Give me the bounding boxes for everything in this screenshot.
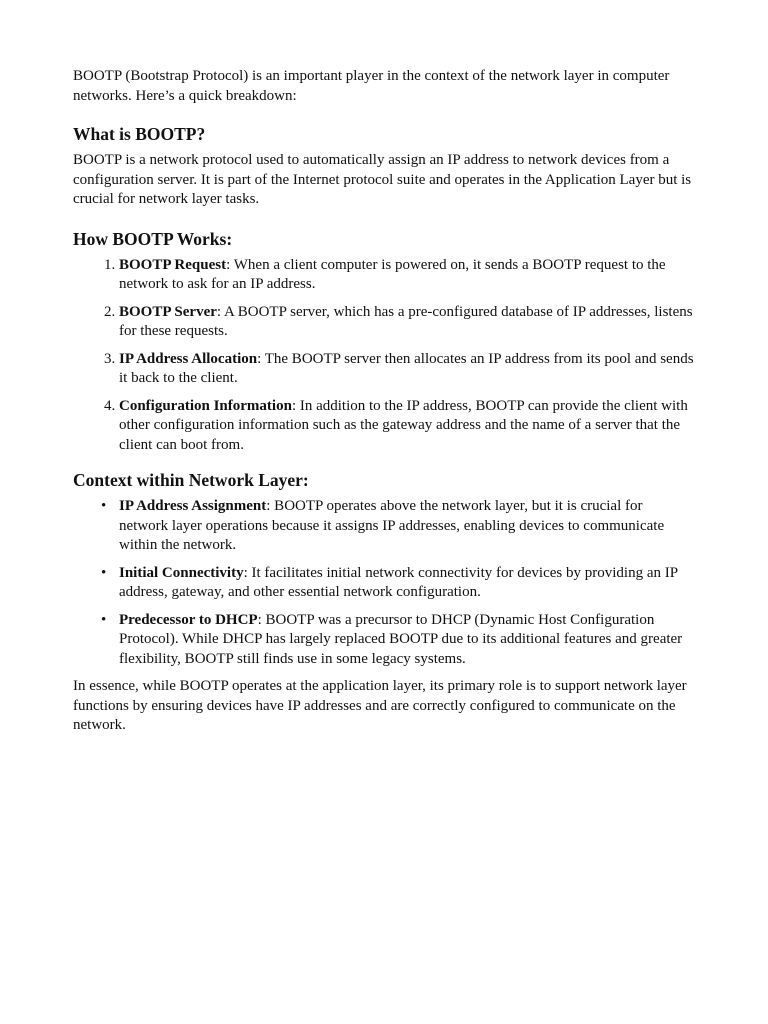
list-item-term: Initial Connectivity bbox=[119, 564, 244, 581]
list-item-desc: : BOOTP operates above the network layer, but it is crucial for network layer operations because it assigns IP addresses, enabling devices to communicate within the network. bbox=[119, 498, 665, 553]
section-heading-context-network-layer: Context within Network Layer: bbox=[73, 470, 309, 490]
list-item bbox=[101, 564, 695, 603]
bullet-icon: • bbox=[101, 611, 107, 628]
context-network-layer-list bbox=[73, 497, 695, 669]
conclusion-paragraph: In essence, while BOOTP operates at the application layer, its primary role is to support network layer functions by ensuring devices have IP addresses and are correctly configured to communicate on the network. bbox=[73, 678, 687, 733]
list-item-term: IP Address Assignment bbox=[119, 498, 267, 514]
list-item-desc: : The BOOTP server then allocates an IP address from its pool and sends it back to the client. bbox=[119, 350, 694, 386]
bullet-icon: • bbox=[101, 564, 107, 581]
section-heading-how-bootp-works: How BOOTP Works: bbox=[73, 228, 233, 249]
list-item bbox=[119, 256, 695, 295]
list-item-term: Configuration Information bbox=[119, 397, 292, 414]
list-item-desc: : A BOOTP server, which has a pre-configured database of IP addresses, listens for these requests. bbox=[119, 303, 693, 339]
list-item bbox=[119, 350, 695, 389]
list-item-term: BOOTP Request bbox=[119, 256, 227, 273]
how-bootp-works-list bbox=[73, 256, 695, 456]
list-item-desc: : BOOTP was a precursor to DHCP (Dynamic Host Configuration Protocol). While DHCP has largely replaced BOOTP due to its additional features and greater flexibility, BOOTP still finds use in some legacy systems. bbox=[119, 611, 683, 667]
list-item bbox=[101, 611, 695, 670]
list-item-desc: : When a client computer is powered on, it sends a BOOTP request to the network to ask for an IP address. bbox=[119, 256, 666, 292]
list-item-term: Predecessor to DHCP bbox=[119, 611, 258, 628]
section-heading-what-is-bootp: What is BOOTP? bbox=[73, 124, 206, 144]
list-item bbox=[119, 303, 695, 342]
list-item-term: BOOTP Server bbox=[119, 303, 217, 320]
what-is-bootp-paragraph: BOOTP is a network protocol used to automatically assign an IP address to network devices from a configuration server. It is part of the Internet protocol suite and operates in the Application Layer but is crucial for network layer tasks. bbox=[73, 152, 692, 207]
list-item-desc: : In addition to the IP address, BOOTP can provide the client with other configuration information such as the gateway address and the name of a server that the client can boot from. bbox=[119, 397, 688, 453]
list-item bbox=[101, 497, 695, 556]
intro-paragraph: BOOTP (Bootstrap Protocol) is an important player in the context of the network layer in computer networks. Here’s a quick breakdown: bbox=[73, 68, 670, 104]
list-item bbox=[119, 397, 695, 456]
list-item-desc: : It facilitates initial network connectivity for devices by providing an IP address, gateway, and other essential network configuration. bbox=[119, 564, 678, 600]
bullet-icon: • bbox=[101, 498, 107, 514]
list-item-term: IP Address Allocation bbox=[119, 350, 258, 367]
